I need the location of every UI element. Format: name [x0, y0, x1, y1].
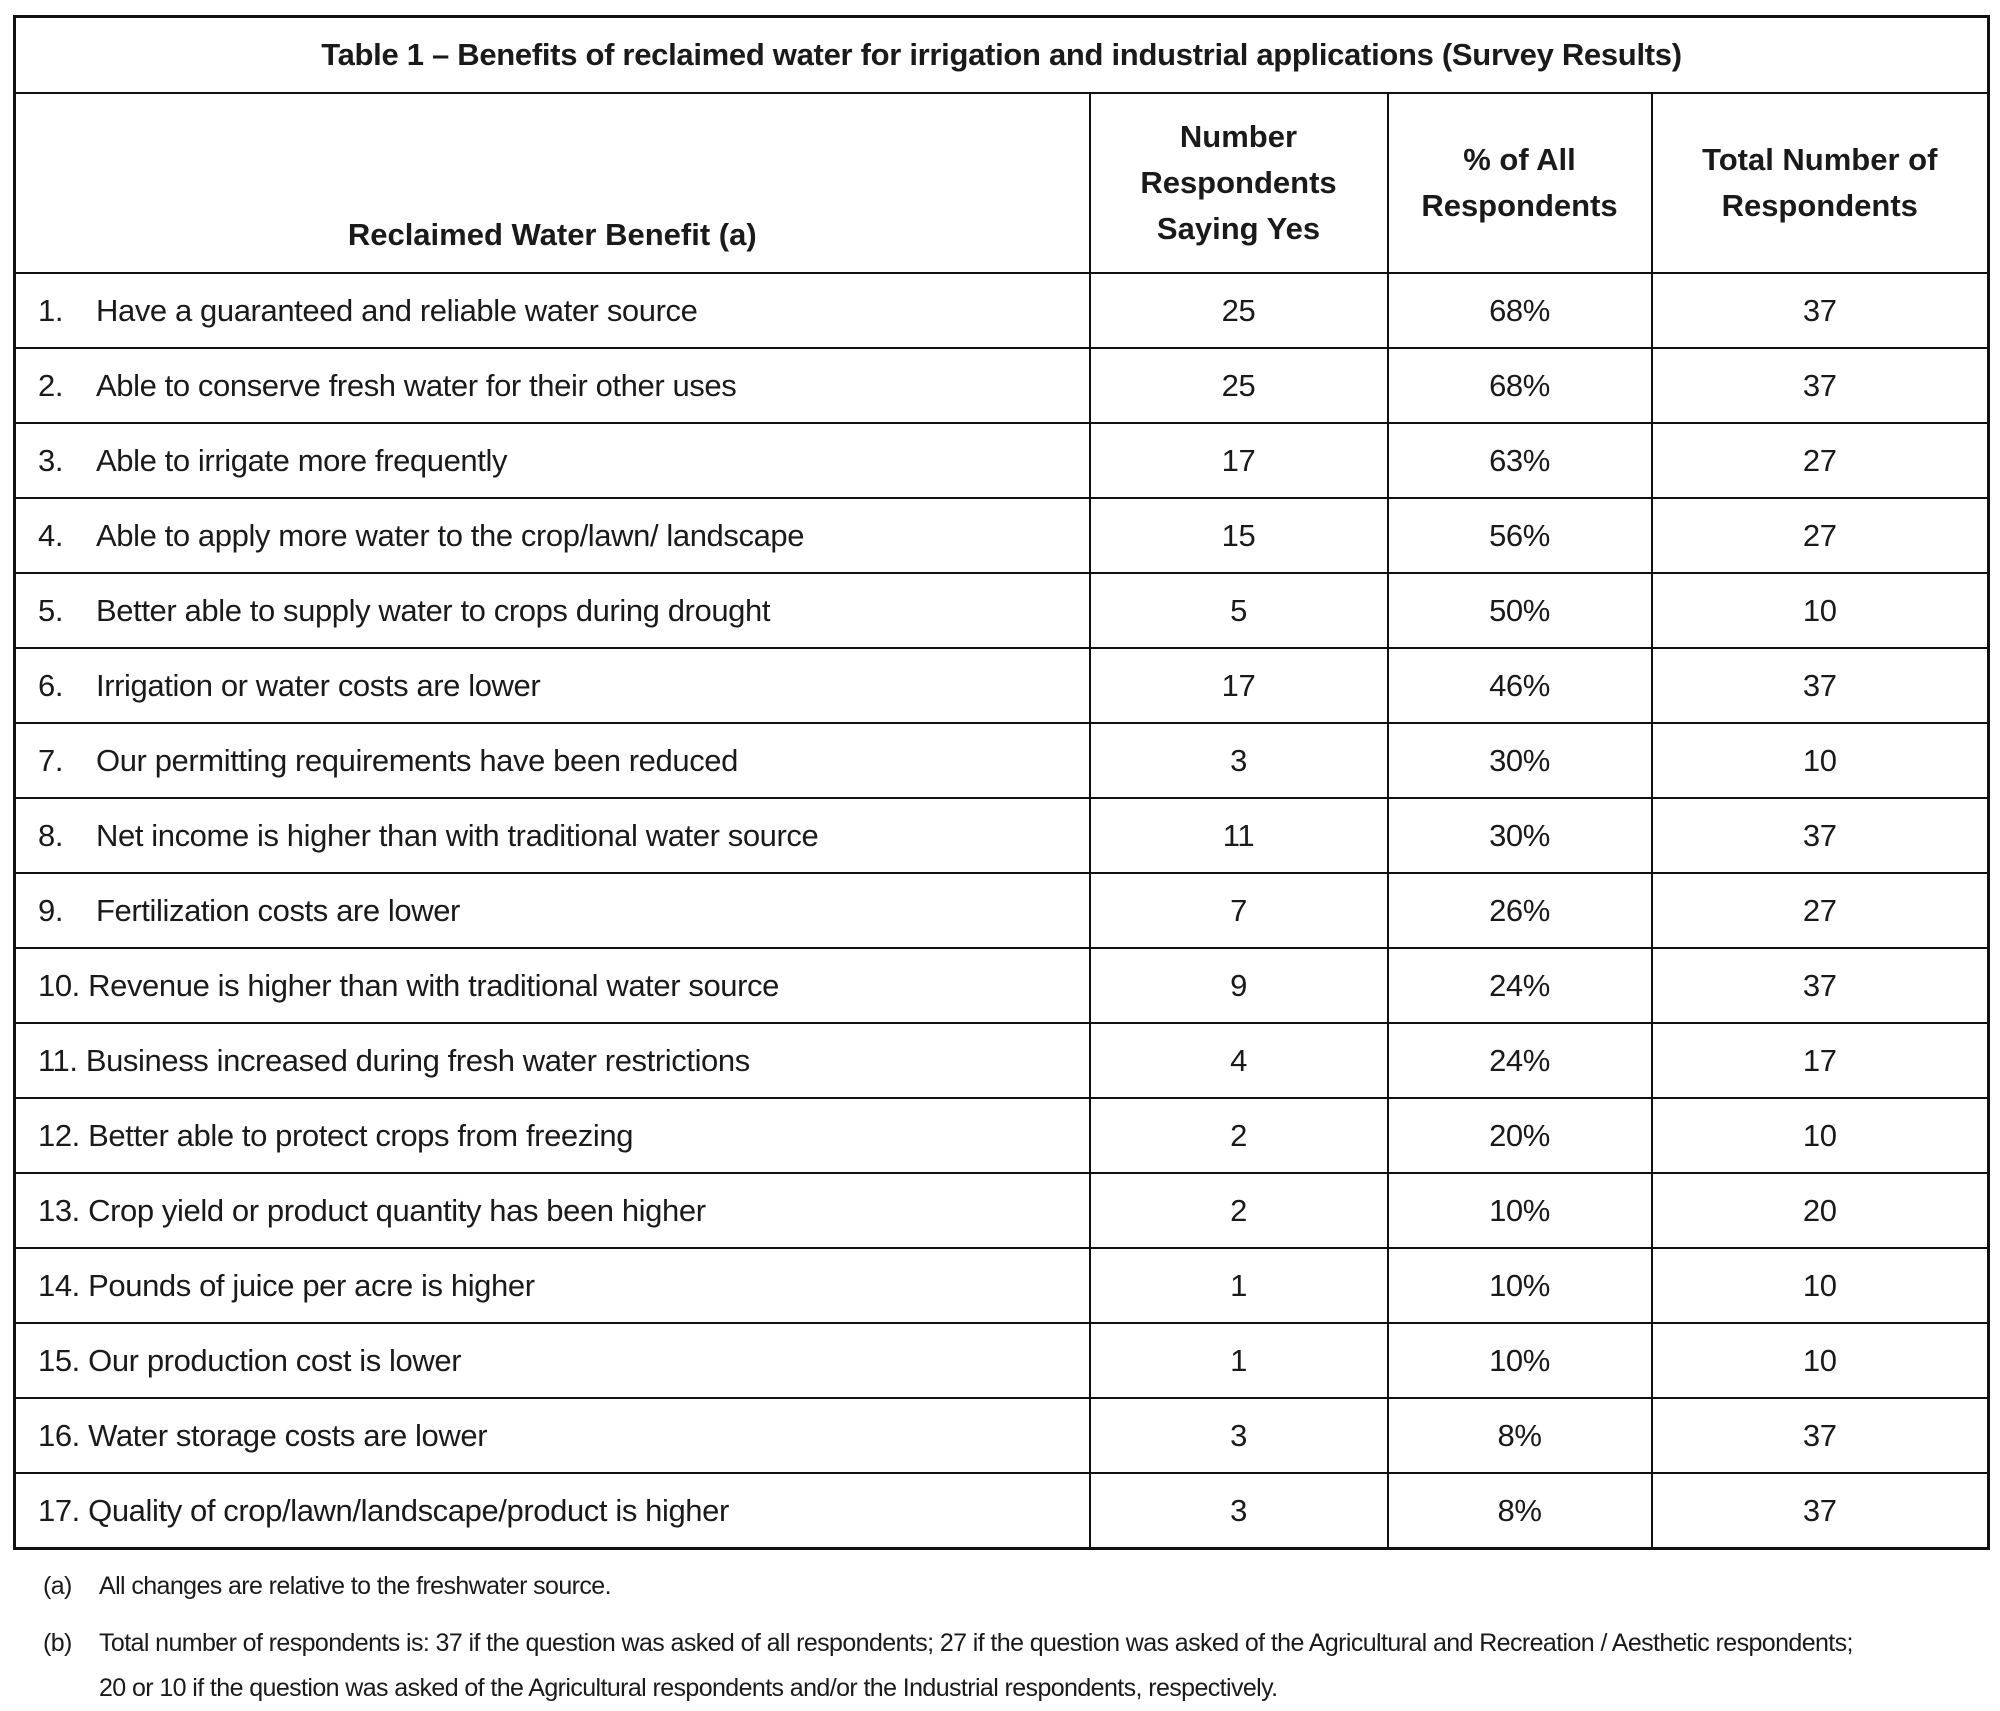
table-row	[15, 1248, 1989, 1323]
benefit-text: Quality of crop/lawn/landscape/product is higher	[88, 1492, 729, 1528]
footnote-text: All changes are relative to the freshwater source.	[99, 1572, 611, 1600]
yes-count-cell: 5	[1090, 573, 1388, 648]
table-body	[15, 273, 1989, 1549]
row-index: 13.	[38, 1192, 80, 1228]
total-cell: 37	[1652, 1398, 1989, 1473]
row-index: 1.	[38, 292, 64, 328]
benefit-cell	[15, 1248, 1090, 1323]
percent-cell: 8%	[1388, 1398, 1652, 1473]
column-header-saying-yes	[1090, 93, 1388, 273]
benefit-cell	[15, 498, 1090, 573]
percent-cell: 68%	[1388, 273, 1652, 348]
table-title: Table 1 – Benefits of reclaimed water for irrigation and industrial applications (Survey Results)	[15, 17, 1989, 94]
table-row	[15, 498, 1989, 573]
header-line: Respondents	[1421, 188, 1618, 223]
benefit-cell	[15, 1323, 1090, 1398]
total-cell: 17	[1652, 1023, 1989, 1098]
benefit-cell	[15, 723, 1090, 798]
row-index: 7.	[38, 742, 64, 778]
benefit-text: Business increased during fresh water restrictions	[85, 1042, 750, 1078]
benefit-text: Have a guaranteed and reliable water source	[96, 292, 698, 328]
footnote-marker: (a)	[43, 1572, 72, 1600]
benefit-text: Irrigation or water costs are lower	[96, 667, 541, 703]
column-header-benefit: Reclaimed Water Benefit (a)	[15, 93, 1090, 273]
row-index: 11.	[38, 1042, 78, 1078]
total-cell: 10	[1652, 1248, 1989, 1323]
total-cell: 10	[1652, 723, 1989, 798]
benefit-cell	[15, 1023, 1090, 1098]
table-row	[15, 723, 1989, 798]
header-line: Respondents	[1140, 165, 1337, 200]
table-row	[15, 948, 1989, 1023]
table-row	[15, 573, 1989, 648]
row-index: 14.	[38, 1267, 80, 1303]
table-row	[15, 648, 1989, 723]
benefit-cell	[15, 948, 1090, 1023]
benefit-cell	[15, 573, 1090, 648]
total-cell: 37	[1652, 273, 1989, 348]
percent-cell: 46%	[1388, 648, 1652, 723]
column-header-percent	[1388, 93, 1652, 273]
footnote-text: Total number of respondents is: 37 if the question was asked of all respondents; 27 if the question was asked of the Agricultural and Recreation / Aesthetic respondents; 20 or 10 if the question was asked of the Agricultural respondents and/or the Industrial respondents, respectively.	[99, 1629, 1853, 1702]
total-cell: 37	[1652, 1473, 1989, 1549]
header-line: % of All	[1463, 142, 1576, 177]
row-index: 5.	[38, 592, 64, 628]
benefit-text: Net income is higher than with traditional water source	[96, 817, 819, 853]
row-index: 9.	[38, 892, 64, 928]
benefit-cell	[15, 423, 1090, 498]
yes-count-cell: 9	[1090, 948, 1388, 1023]
percent-cell: 10%	[1388, 1248, 1652, 1323]
table-row	[15, 1098, 1989, 1173]
column-header-total	[1652, 93, 1989, 273]
benefit-cell	[15, 1398, 1090, 1473]
yes-count-cell: 11	[1090, 798, 1388, 873]
percent-cell: 10%	[1388, 1323, 1652, 1398]
header-line: Respondents	[1721, 188, 1918, 223]
percent-cell: 50%	[1388, 573, 1652, 648]
table-row	[15, 1023, 1989, 1098]
table-row	[15, 348, 1989, 423]
yes-count-cell: 2	[1090, 1098, 1388, 1173]
percent-cell: 10%	[1388, 1173, 1652, 1248]
total-cell: 10	[1652, 1323, 1989, 1398]
total-cell: 27	[1652, 423, 1989, 498]
table-row	[15, 1323, 1989, 1398]
percent-cell: 30%	[1388, 723, 1652, 798]
benefit-cell	[15, 1473, 1090, 1549]
percent-cell: 8%	[1388, 1473, 1652, 1549]
table-row	[15, 273, 1989, 348]
benefit-text: Able to conserve fresh water for their other uses	[96, 367, 737, 403]
footnote-b	[13, 1621, 1987, 1711]
benefit-text: Water storage costs are lower	[88, 1417, 488, 1453]
benefit-cell	[15, 1173, 1090, 1248]
yes-count-cell: 1	[1090, 1323, 1388, 1398]
row-index: 15.	[38, 1342, 80, 1378]
row-index: 12.	[38, 1117, 80, 1153]
benefit-cell	[15, 648, 1090, 723]
yes-count-cell: 25	[1090, 348, 1388, 423]
benefit-text: Our permitting requirements have been reduced	[96, 742, 738, 778]
table-row	[15, 798, 1989, 873]
row-index: 16.	[38, 1417, 80, 1453]
yes-count-cell: 4	[1090, 1023, 1388, 1098]
benefit-text: Able to apply more water to the crop/lawn/ landscape	[96, 517, 805, 553]
footnote-marker: (b)	[43, 1629, 72, 1657]
benefit-text: Able to irrigate more frequently	[96, 442, 508, 478]
table-row	[15, 423, 1989, 498]
survey-results-table	[13, 15, 1990, 1550]
header-line: Total Number of	[1702, 142, 1938, 177]
benefit-cell	[15, 873, 1090, 948]
percent-cell: 30%	[1388, 798, 1652, 873]
yes-count-cell: 25	[1090, 273, 1388, 348]
percent-cell: 24%	[1388, 1023, 1652, 1098]
yes-count-cell: 17	[1090, 648, 1388, 723]
footnote-a	[13, 1564, 1987, 1609]
benefit-text: Revenue is higher than with traditional water source	[88, 967, 779, 1003]
benefit-cell	[15, 273, 1090, 348]
benefit-text: Pounds of juice per acre is higher	[88, 1267, 535, 1303]
total-cell: 37	[1652, 348, 1989, 423]
row-index: 6.	[38, 667, 64, 703]
yes-count-cell: 3	[1090, 1473, 1388, 1549]
row-index: 4.	[38, 517, 64, 553]
benefit-cell	[15, 348, 1090, 423]
benefit-text: Fertilization costs are lower	[96, 892, 460, 928]
percent-cell: 56%	[1388, 498, 1652, 573]
row-index: 10.	[38, 967, 80, 1003]
table-row	[15, 1173, 1989, 1248]
total-cell: 27	[1652, 498, 1989, 573]
table-row	[15, 873, 1989, 948]
benefit-text: Better able to supply water to crops during drought	[96, 592, 771, 628]
total-cell: 37	[1652, 798, 1989, 873]
yes-count-cell: 1	[1090, 1248, 1388, 1323]
percent-cell: 63%	[1388, 423, 1652, 498]
total-cell: 10	[1652, 1098, 1989, 1173]
percent-cell: 68%	[1388, 348, 1652, 423]
yes-count-cell: 17	[1090, 423, 1388, 498]
total-cell: 20	[1652, 1173, 1989, 1248]
table-row	[15, 1398, 1989, 1473]
benefit-text: Better able to protect crops from freezing	[88, 1117, 634, 1153]
percent-cell: 26%	[1388, 873, 1652, 948]
row-index: 8.	[38, 817, 64, 853]
table-row	[15, 1473, 1989, 1549]
total-cell: 27	[1652, 873, 1989, 948]
benefit-text: Crop yield or product quantity has been higher	[88, 1192, 706, 1228]
header-line: Number	[1179, 119, 1298, 154]
yes-count-cell: 3	[1090, 1398, 1388, 1473]
total-cell: 37	[1652, 648, 1989, 723]
header-line: Saying Yes	[1156, 211, 1321, 246]
total-cell: 10	[1652, 573, 1989, 648]
yes-count-cell: 3	[1090, 723, 1388, 798]
document-page	[13, 15, 1987, 1711]
row-index: 17.	[38, 1492, 80, 1528]
benefit-cell	[15, 1098, 1090, 1173]
yes-count-cell: 2	[1090, 1173, 1388, 1248]
row-index: 3.	[38, 442, 64, 478]
table-footnotes	[13, 1564, 1987, 1711]
percent-cell: 20%	[1388, 1098, 1652, 1173]
percent-cell: 24%	[1388, 948, 1652, 1023]
yes-count-cell: 7	[1090, 873, 1388, 948]
yes-count-cell: 15	[1090, 498, 1388, 573]
benefit-cell	[15, 798, 1090, 873]
row-index: 2.	[38, 367, 64, 403]
benefit-text: Our production cost is lower	[88, 1342, 462, 1378]
total-cell: 37	[1652, 948, 1989, 1023]
